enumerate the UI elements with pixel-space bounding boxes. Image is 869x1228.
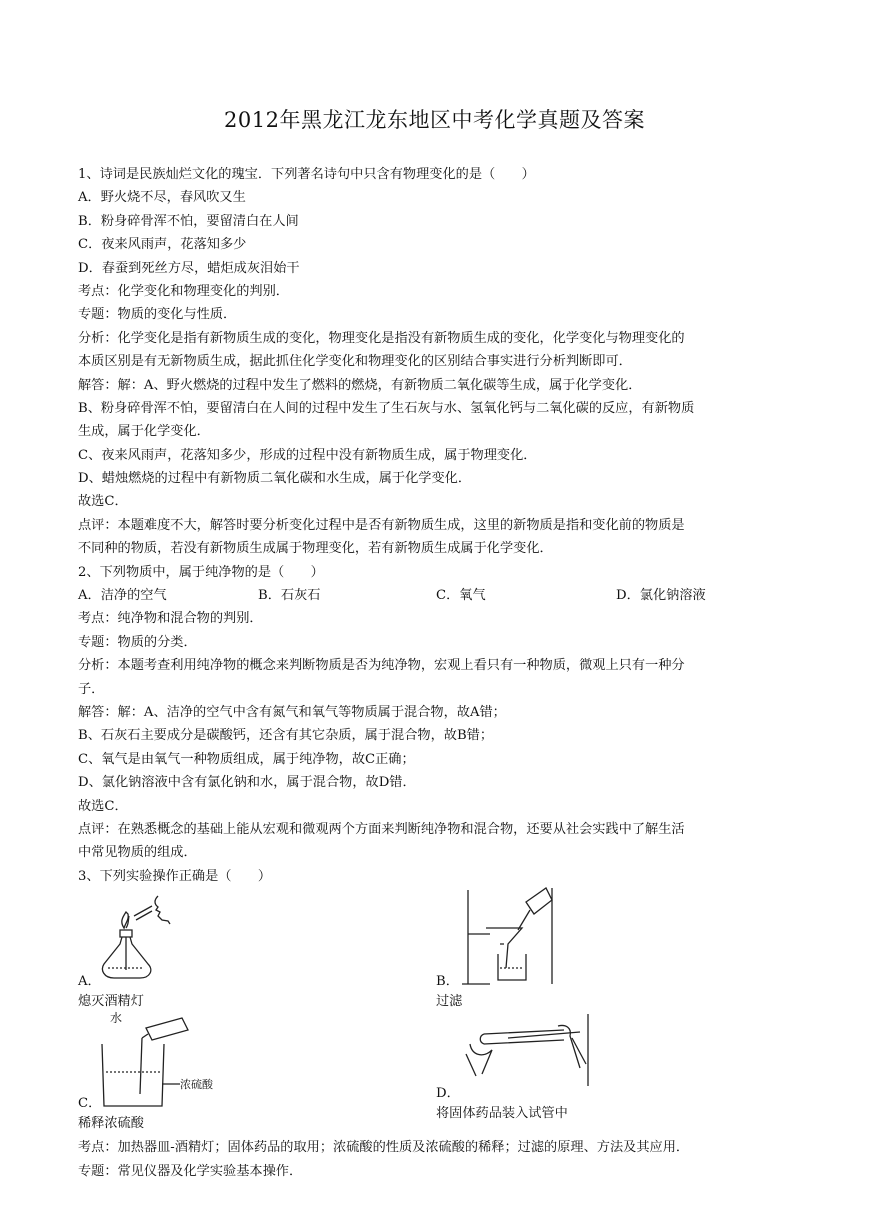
- q3-fig-c-water-label: 水: [110, 1011, 123, 1026]
- q3-fig-a-letter: A．: [78, 974, 101, 990]
- q1-option-b: B．粉身碎骨浑不怕，要留清白在人间: [78, 213, 299, 229]
- q1-option-a: A．野火烧不尽，春风吹又生: [78, 190, 246, 206]
- q2-option-d: D．氯化钠溶液: [616, 588, 706, 604]
- q3-fig-b-letter: B．: [436, 974, 459, 990]
- q3-fig-c-letter: C．: [78, 1096, 102, 1112]
- q1-jieda-line: C、夜来风雨声，花落知多少，形成的过程中没有新物质生成，属于物理变化．: [78, 447, 537, 463]
- q1-jieda-line: 故选C．: [78, 494, 128, 510]
- q1-option-d: D．春蚕到死丝方尽，蜡炬成灰泪始干: [78, 260, 300, 276]
- q1-dianping-line: 点评：本题难度不大，解答时要分析变化过程中是否有新物质生成，这里的新物质是指和变化前的物质是: [78, 517, 685, 533]
- q3-fig-a-caption: 熄灭酒精灯: [78, 994, 144, 1010]
- document-title: 2012年黑龙江龙东地区中考化学真题及答案: [224, 108, 645, 132]
- q1-jieda-line: 解答：解：A、野火燃烧的过程中发生了燃料的燃烧，有新物质二氧化碳等生成，属于化学变化．: [78, 377, 642, 393]
- q2-jieda-line: 故选C．: [78, 798, 128, 814]
- q2-zhuanti: 专题：物质的分类．: [78, 634, 197, 650]
- q2-stem: 2、下列物质中，属于纯净物的是（ ）: [78, 564, 324, 580]
- q2-options: [78, 584, 798, 607]
- q2-jieda-line: B、石灰石主要成分是碳酸钙，还含有其它杂质，属于混合物，故B错；: [78, 728, 494, 744]
- q2-jieda-line: C、氧气是由氧气一种物质组成，属于纯净物，故C正确；: [78, 751, 415, 767]
- solid-into-test-tube-figure: [462, 1014, 594, 1094]
- q3-figures-row-2: [78, 1012, 798, 1136]
- q1-fenxi-line: 分析：化学变化是指有新物质生成的变化，物理变化是指没有新物质生成的变化，化学变化与物理变化的: [78, 330, 685, 346]
- document-body: [78, 163, 798, 1183]
- q1-zhuanti: 专题：物质的变化与性质．: [78, 307, 237, 323]
- q1-fenxi-line: 本质区别是有无新物质生成，据此抓住化学变化和物理变化的区别结合事实进行分析判断即可．: [78, 354, 632, 370]
- q2-option-a: A．洁净的空气: [78, 588, 167, 604]
- q1-stem: 1、诗词是民族灿烂文化的瑰宝．下列著名诗句中只含有物理变化的是（ ）: [78, 167, 535, 182]
- q3-fig-c-caption: 稀释浓硫酸: [78, 1116, 144, 1132]
- q1-dianping-line: 不同种的物质，若没有新物质生成属于物理变化，若有新物质生成属于化学变化．: [78, 541, 553, 557]
- q1-kaodian: 考点：化学变化和物理变化的判别．: [78, 283, 289, 299]
- q3-fig-c-acid-label: 浓硫酸: [180, 1078, 213, 1092]
- q1-jieda-line: 生成，属于化学变化．: [78, 424, 210, 440]
- q2-kaodian: 考点：纯净物和混合物的判别．: [78, 611, 263, 627]
- q2-dianping-line: 点评：在熟悉概念的基础上能从宏观和微观两个方面来判断纯净物和混合物，还要从社会实践中了解生活: [78, 821, 685, 837]
- q2-fenxi-line: 子．: [78, 681, 105, 697]
- q1-jieda-line: B、粉身碎骨浑不怕，要留清白在人间的过程中发生了生石灰与水、氢氧化钙与二氧化碳的反应，有新物质: [78, 400, 695, 416]
- filtration-figure: [460, 884, 555, 996]
- q2-option-c: C．氧气: [436, 588, 486, 604]
- q1-jieda-line: D、蜡烛燃烧的过程中有新物质二氧化碳和水生成，属于化学变化．: [78, 471, 472, 487]
- q3-fig-d-letter: D．: [436, 1086, 460, 1102]
- q3-fig-b-caption: 过滤: [436, 994, 463, 1010]
- q2-option-b: B．石灰石: [258, 588, 321, 604]
- q3-figures-row-1: [78, 888, 798, 1012]
- q3-stem: 3、下列实验操作正确是（ ）: [78, 868, 272, 884]
- q3-zhuanti: 专题：常见仪器及化学实验基本操作．: [78, 1163, 303, 1179]
- q1-option-c: C．夜来风雨声，花落知多少: [78, 237, 247, 253]
- q2-jieda-line: D、氯化钠溶液中含有氯化钠和水，属于混合物，故D错．: [78, 775, 416, 791]
- q2-jieda-line: 解答：解：A、洁净的空气中含有氮气和氧气等物质属于混合物，故A错；: [78, 704, 506, 720]
- q2-dianping-line: 中常见物质的组成．: [78, 845, 197, 861]
- q3-fig-d-caption: 将固体药品装入试管中: [436, 1106, 568, 1122]
- q2-fenxi-line: 分析：本题考查利用纯净物的概念来判断物质是否为纯净物，宏观上看只有一种物质，微观上只有一种分: [78, 658, 685, 674]
- q3-kaodian: 考点：加热器皿-酒精灯；固体药品的取用；浓硫酸的性质及浓硫酸的稀释；过滤的原理、方法及其应用．: [78, 1140, 690, 1156]
